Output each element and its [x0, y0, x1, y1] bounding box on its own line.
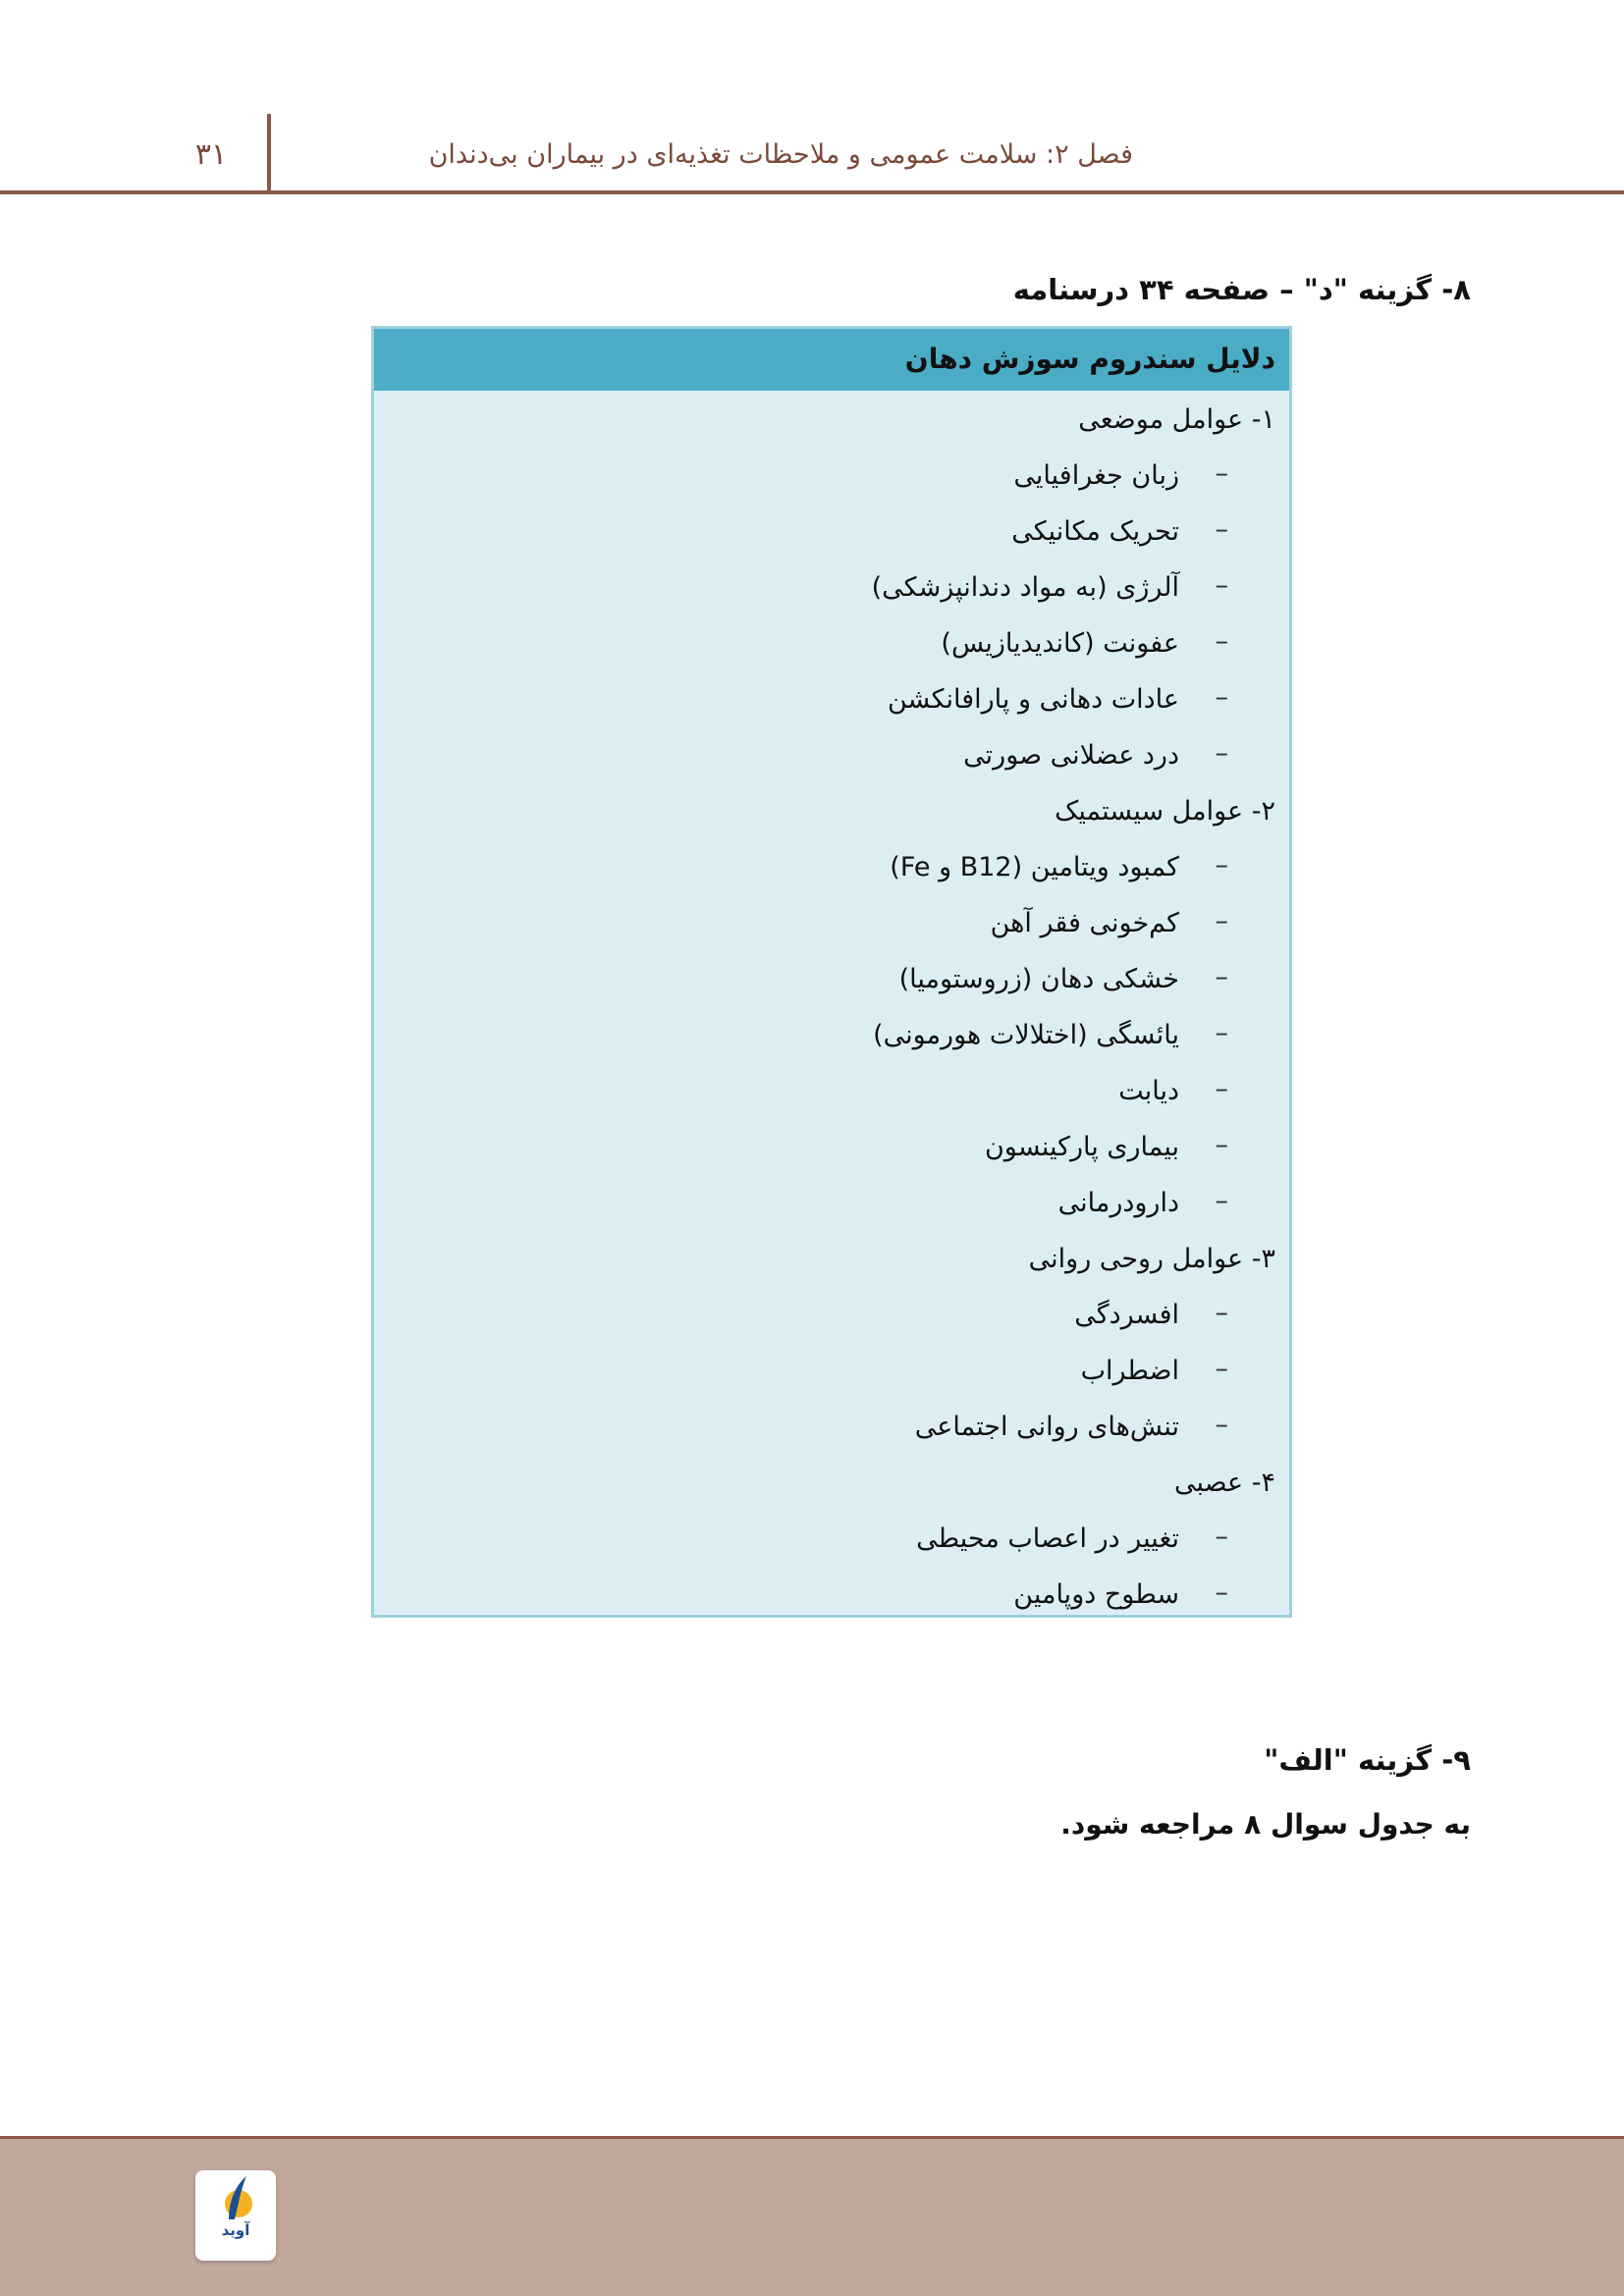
question-8-heading: ۸- گزینه "د" – صفحه ۳۴ درسنامه — [1012, 273, 1471, 306]
table-item-row — [374, 564, 1289, 620]
item-label: عادات دهانی و پارافانکشن — [887, 684, 1179, 715]
dash-bullet: – — [1215, 962, 1228, 992]
item-label: یائسگی (اختلالات هورمونی) — [873, 1020, 1179, 1050]
table-item-row — [374, 453, 1289, 508]
dash-bullet: – — [1215, 1130, 1228, 1160]
causes-table — [371, 326, 1292, 1618]
item-label: کم‌خونی فقر آهن — [990, 908, 1179, 938]
question-9-heading: ۹- گزینه "الف" — [1264, 1743, 1471, 1777]
item-label: اضطراب — [1080, 1356, 1179, 1386]
item-label: خشکی دهان (زروستومیا) — [898, 964, 1179, 994]
item-label: عفونت (کاندیدیازیس) — [941, 628, 1179, 659]
dash-bullet: – — [1215, 1298, 1228, 1328]
table-item-row — [374, 1348, 1289, 1404]
table-item-row — [374, 1404, 1289, 1460]
dash-bullet: – — [1215, 1577, 1228, 1608]
dash-bullet: – — [1215, 1074, 1228, 1104]
table-item-row — [374, 900, 1289, 956]
dash-bullet: – — [1215, 850, 1228, 881]
table-item-row — [374, 620, 1289, 676]
dash-bullet: – — [1215, 1354, 1228, 1384]
category-label: ۳- عوامل روحی روانی — [1028, 1244, 1275, 1274]
table-item-row — [374, 508, 1289, 564]
dash-bullet: – — [1215, 1522, 1228, 1552]
table-item-row — [374, 956, 1289, 1012]
item-label: زبان جغرافیایی — [1013, 460, 1179, 491]
dash-bullet: – — [1215, 738, 1228, 769]
table-category-row — [374, 1460, 1289, 1516]
dash-bullet: – — [1215, 1018, 1228, 1048]
category-label: ۴- عصبی — [1173, 1468, 1275, 1498]
logo-text: آوید — [221, 2221, 250, 2239]
item-label: کمبود ویتامین (B12 و Fe) — [890, 852, 1179, 882]
dash-bullet: – — [1215, 1410, 1228, 1440]
item-label: درد عضلانی صورتی — [963, 740, 1179, 771]
table-header — [374, 329, 1289, 391]
dash-bullet: – — [1215, 626, 1228, 657]
category-label: ۲- عوامل سیستمیک — [1055, 796, 1275, 827]
chapter-title: فصل ۲: سلامت عمومی و ملاحظات تغذیه‌ای در بیماران بی‌دندان — [428, 139, 1133, 170]
dash-bullet: – — [1215, 906, 1228, 936]
category-label: ۱- عوامل موضعی — [1078, 404, 1275, 435]
table-title: دلایل سندروم سوزش دهان — [904, 343, 1275, 375]
quill-logo-icon — [195, 2170, 276, 2261]
item-label: تحریک مکانیکی — [1011, 516, 1179, 547]
header-divider — [267, 114, 271, 192]
dash-bullet: – — [1215, 458, 1228, 489]
dash-bullet: – — [1215, 570, 1228, 601]
dash-bullet: – — [1215, 682, 1228, 713]
table-item-row — [374, 1572, 1289, 1628]
table-item-row — [374, 1012, 1289, 1068]
table-item-row — [374, 1124, 1289, 1180]
item-label: بیماری پارکینسون — [984, 1132, 1179, 1162]
table-item-row — [374, 844, 1289, 900]
item-label: افسردگی — [1074, 1300, 1179, 1330]
item-label: تنش‌های روانی اجتماعی — [914, 1412, 1179, 1442]
item-label: آلرژی (به مواد دندانپزشکی) — [871, 572, 1179, 603]
table-item-row — [374, 1292, 1289, 1348]
item-label: دیابت — [1118, 1076, 1179, 1106]
table-category-row — [374, 1236, 1289, 1292]
table-category-row — [374, 397, 1289, 453]
table-item-row — [374, 676, 1289, 732]
table-item-row — [374, 1068, 1289, 1124]
dash-bullet: – — [1215, 514, 1228, 545]
table-category-row — [374, 788, 1289, 844]
table-rows — [374, 397, 1289, 1628]
publisher-logo — [195, 2170, 276, 2261]
dash-bullet: – — [1215, 1186, 1228, 1216]
table-item-row — [374, 1180, 1289, 1236]
item-label: تغییر در اعصاب محیطی — [916, 1523, 1179, 1554]
item-label: دارودرمانی — [1057, 1188, 1179, 1218]
page-number: ۳۱ — [194, 137, 228, 172]
header-rule — [0, 190, 1624, 194]
item-label: سطوح دوپامین — [1013, 1579, 1179, 1610]
table-item-row — [374, 1516, 1289, 1572]
question-9-answer: به جدول سوال ۸ مراجعه شود. — [1060, 1808, 1471, 1841]
table-item-row — [374, 732, 1289, 788]
